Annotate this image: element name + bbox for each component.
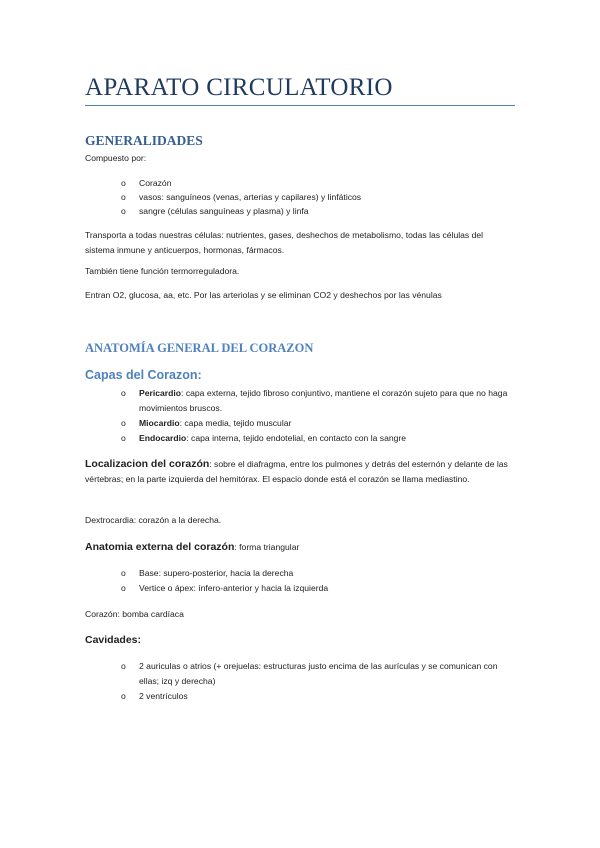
title-underline: [85, 105, 515, 106]
list-item: o vasos: sanguíneos (venas, arterias y capilares) y linfáticos: [121, 192, 362, 202]
list-item: o Pericardio: capa externa, tejido fibroso conjuntivo, mantiene el corazón sujeto para que no haga movimientos bruscos.: [121, 388, 508, 413]
termorreguladora-paragraph: También tiene función termorreguladora.: [85, 266, 240, 276]
dextrocardia-paragraph: Dextrocardia: corazón a la derecha.: [85, 515, 222, 525]
list-item: o sangre (células sanguíneas y plasma) y linfa: [121, 206, 309, 216]
list-item: o Endocardio: capa interna, tejido endotelial, en contacto con la sangre: [121, 433, 407, 443]
list-item: o 2 ventrículos: [121, 691, 188, 701]
section-heading-generalidades: GENERALIDADES: [85, 133, 203, 148]
section-heading-anatomia: ANATOMÍA GENERAL DEL CORAZON: [85, 341, 314, 355]
document-title: APARATO CIRCULATORIO: [85, 74, 393, 101]
localizacion-paragraph: Localizacion del corazón: sobre el diafragma, entre los pulmones y detrás del esternón y delante de las vértebras; en la parte izquierda del hemitórax. El espacio donde está el corazón se llama mediastino.: [85, 458, 508, 484]
cavidades-heading: Cavidades:: [85, 634, 142, 646]
list-item: o Vertice o ápex: ínfero-anterior y hacia la izquierda: [121, 583, 329, 593]
transporta-paragraph: Transporta a todas nuestras células: nutrientes, gases, deshechos de metabolismo, todas las células del sistema inmune y anticuerpos, hormonas, fármacos.: [85, 230, 484, 255]
intercambio-paragraph: Entran O2, glucosa, aa, etc. Por las arteriolas y se eliminan CO2 y deshechos por las vénulas: [85, 290, 442, 300]
compuesto-text: Compuesto por:: [85, 153, 147, 163]
anatomia-externa-paragraph: Anatomia externa del corazón: forma triangular: [85, 541, 300, 553]
list-item: o Miocardio: capa media, tejido muscular: [121, 418, 292, 428]
list-item: o Base: supero-posterior, hacia la derecha: [121, 568, 294, 578]
list-item: o 2 auriculas o atrios (+ orejuelas: estructuras justo encima de las aurículas y se comunican con ellas; izq y derecha): [121, 661, 498, 686]
list-item: o Corazón: [121, 178, 172, 188]
bomba-paragraph: Corazón: bomba cardíaca: [85, 609, 184, 619]
subheading-capas: Capas del Corazon:: [85, 368, 202, 382]
